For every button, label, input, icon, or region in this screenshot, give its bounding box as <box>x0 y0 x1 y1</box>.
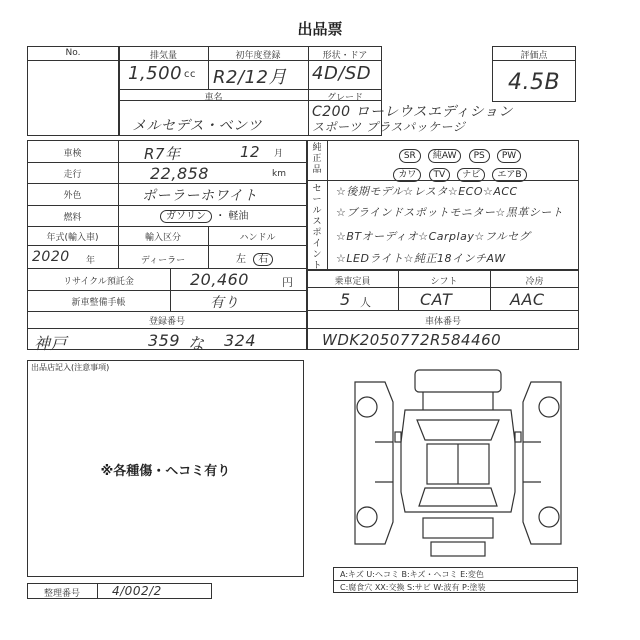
equip-aw: 純AW <box>428 149 462 163</box>
recycle-value: 20,460 <box>190 270 249 289</box>
notes-text: ※各種傷・ヘコミ有り <box>100 464 231 479</box>
shape-label: 形状・ドア <box>322 51 368 61</box>
car-right-side <box>523 382 561 544</box>
shift-value: CAT <box>420 290 453 309</box>
manual-value: 有り <box>210 295 239 311</box>
inspection-month: 12 <box>240 143 261 161</box>
recycle-unit: 円 <box>282 276 293 289</box>
equip-leather: カワ <box>393 168 421 182</box>
first-reg-label: 初年度登録 <box>235 51 281 61</box>
footer-value: 4/002/2 <box>112 584 162 598</box>
reg-kana: な <box>188 334 205 353</box>
sales-point-2: ☆ブラインドスポットモニター☆黒革シート <box>336 206 564 219</box>
handle-values <box>236 250 273 265</box>
handle-label: ハンドル <box>239 233 276 243</box>
reg-num1: 359 <box>148 331 181 350</box>
model-value: メルセデス・ベンツ <box>132 118 262 134</box>
equip-airbag: エアB <box>492 168 526 182</box>
equipment-label: 純正品 <box>312 143 322 175</box>
chassis-value: WDK2050772R584460 <box>322 331 502 349</box>
footer-label: 整理番号 <box>43 589 80 599</box>
shape-value: 4D/SD <box>312 63 372 84</box>
sales-point-3: ☆BTオーディオ☆Carplay☆フルセグ <box>336 230 531 243</box>
capacity-unit: 人 <box>360 296 371 309</box>
first-reg-value: R2/12月 <box>213 67 287 88</box>
car-right-rear-wheel <box>539 507 559 527</box>
car-left-rear-wheel <box>357 507 377 527</box>
displacement-value: 1,500 <box>128 63 183 84</box>
mileage-unit: km <box>272 169 286 179</box>
inspection-month-unit: 月 <box>274 149 284 159</box>
equip-sr: SR <box>399 149 421 163</box>
grade-line2: スポーツ プラスパッケージ <box>312 120 466 134</box>
recycle-label: リサイクル預託金 <box>63 277 134 287</box>
legend-line1: A:キズ U:ヘコミ B:キズ・ヘコミ E:変色 <box>340 570 484 579</box>
car-left-mirror <box>395 432 401 442</box>
import-value: ディーラー <box>140 256 186 266</box>
mileage-label: 走行 <box>63 170 82 180</box>
model-label: 車名 <box>204 93 223 103</box>
fuel-values <box>160 207 248 222</box>
sales-point-1: ☆後期モデル☆レスタ☆ECO☆ACC <box>336 185 518 198</box>
car-left-side <box>355 382 393 544</box>
fuel-label: 燃料 <box>63 213 82 223</box>
equip-navi: ナビ <box>457 168 485 182</box>
inspection-label: 車検 <box>63 149 82 159</box>
equip-pw: PW <box>497 149 521 163</box>
score-label: 評価点 <box>520 51 548 61</box>
ac-value: AAC <box>510 290 545 309</box>
manual-label: 新車整備手帳 <box>71 298 126 308</box>
equip-ps: PS <box>469 149 490 163</box>
capacity-value: 5 <box>340 290 351 309</box>
car-diagram <box>345 362 571 562</box>
year-unit: 年 <box>86 256 96 266</box>
equip-tv: TV <box>429 168 451 182</box>
grade-line1: C200 ローレウスエディション <box>312 104 513 120</box>
inspection-value: R7年 <box>144 145 181 163</box>
fuel-diesel: 軽油 <box>228 211 249 222</box>
sales-point-4: ☆LEDライト☆純正18インチAW <box>336 252 506 265</box>
car-rear-bumper <box>431 542 485 556</box>
displacement-unit: cc <box>184 69 196 80</box>
score-value: 4.5B <box>508 70 561 95</box>
fuel-sep: ・ <box>215 211 226 222</box>
reg-label: 登録番号 <box>148 317 185 327</box>
color-label: 外色 <box>63 191 82 201</box>
handle-left: 左 <box>236 254 246 265</box>
car-windshield <box>417 420 499 440</box>
grade-label: グレード <box>326 93 363 103</box>
legend-line2: C:腐食穴 XX:交換 S:サビ W:波有 P:塗装 <box>340 583 486 592</box>
capacity-label: 乗車定員 <box>334 277 371 287</box>
reg-num2: 324 <box>224 331 257 350</box>
no-label: No. <box>65 48 81 58</box>
mileage-value: 22,858 <box>150 164 209 183</box>
car-rear-window <box>419 488 497 506</box>
fuel-gasoline: ガソリン <box>160 210 212 223</box>
page-title: 出品票 <box>297 20 343 38</box>
car-right-front-wheel <box>539 397 559 417</box>
chassis-label: 車体番号 <box>424 317 461 327</box>
import-label: 輸入区分 <box>144 233 181 243</box>
displacement-label: 排気量 <box>149 51 177 61</box>
handle-right: 右 <box>253 253 273 266</box>
notes-label: 出品店記入(注意事項) <box>31 363 110 372</box>
shift-label: シフト <box>430 277 458 287</box>
reg-place: 神戸 <box>34 334 68 353</box>
equipment-row1 <box>350 143 570 163</box>
sales-label: セールスポイント <box>312 184 322 271</box>
car-hood-front <box>415 370 501 392</box>
car-right-mirror <box>515 432 521 442</box>
car-left-front-wheel <box>357 397 377 417</box>
ac-label: 冷房 <box>525 277 544 287</box>
color-value: ポーラーホワイト <box>142 188 258 204</box>
year-value: 2020 <box>32 249 70 265</box>
car-trunk <box>423 518 493 538</box>
year-label: 年式(輸入車) <box>46 233 99 243</box>
equipment-row2 <box>350 162 570 182</box>
